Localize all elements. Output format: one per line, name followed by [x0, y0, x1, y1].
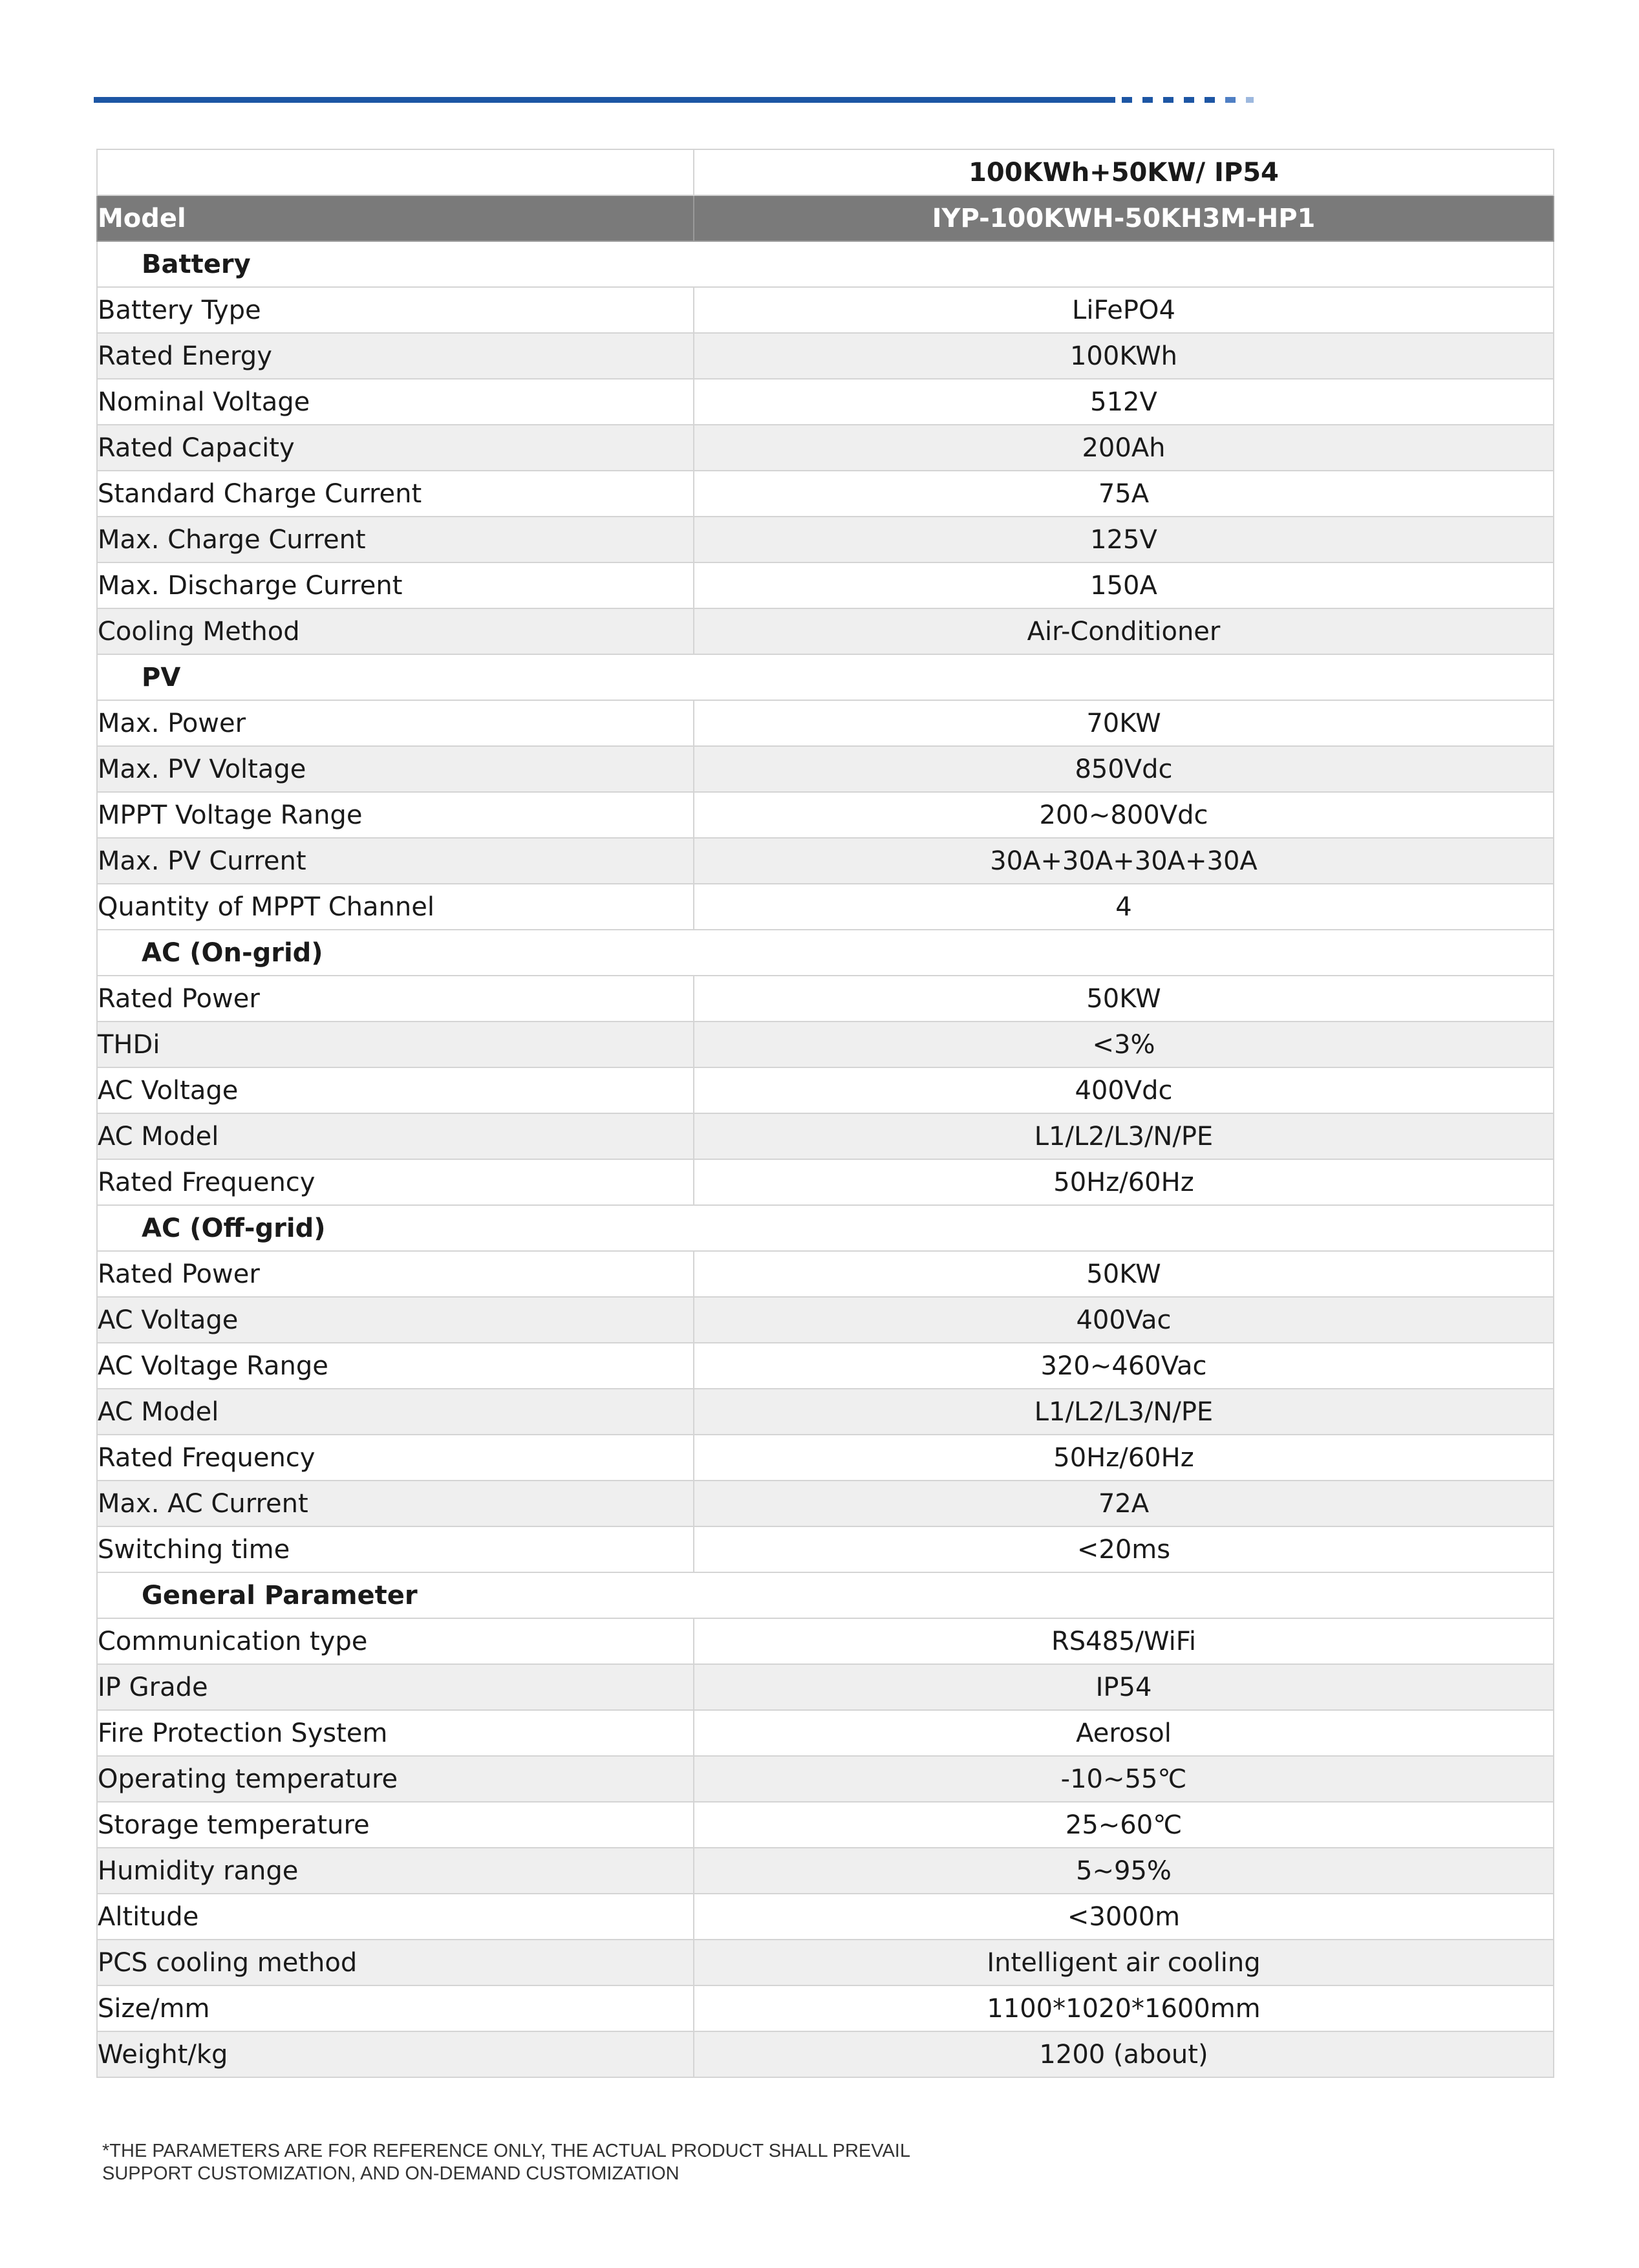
spec-value: L1/L2/L3/N/PE	[694, 1113, 1554, 1159]
spec-label: Max. Power	[97, 700, 694, 746]
spec-value: 850Vdc	[694, 746, 1554, 792]
spec-value: 25~60℃	[694, 1802, 1554, 1848]
spec-value: 320~460Vac	[694, 1343, 1554, 1389]
spec-label: Quantity of MPPT Channel	[97, 884, 694, 930]
spec-label: Max. Charge Current	[97, 517, 694, 562]
spec-value: Aerosol	[694, 1710, 1554, 1756]
spec-value: 50KW	[694, 976, 1554, 1022]
spec-row	[97, 1251, 1554, 1297]
spec-row	[97, 1894, 1554, 1940]
spec-row	[97, 1113, 1554, 1159]
spec-value: 50Hz/60Hz	[694, 1435, 1554, 1481]
spec-label: THDi	[97, 1022, 694, 1067]
spec-value: 200~800Vdc	[694, 792, 1554, 838]
spec-value: LiFePO4	[694, 287, 1554, 333]
spec-label: Rated Power	[97, 976, 694, 1022]
spec-row	[97, 1435, 1554, 1481]
spec-value: 50Hz/60Hz	[694, 1159, 1554, 1205]
spec-value: 125V	[694, 517, 1554, 562]
spec-label: Rated Energy	[97, 333, 694, 379]
spec-row	[97, 746, 1554, 792]
spec-row	[97, 838, 1554, 884]
spec-row	[97, 425, 1554, 471]
spec-row	[97, 1802, 1554, 1848]
spec-row	[97, 471, 1554, 517]
title-row-empty-cell	[97, 149, 694, 195]
spec-row	[97, 517, 1554, 562]
spec-row	[97, 1664, 1554, 1710]
spec-row	[97, 379, 1554, 425]
spec-table	[96, 149, 1554, 2078]
spec-row	[97, 1022, 1554, 1067]
header-accent-dashes	[1122, 97, 1254, 103]
spec-label: Operating temperature	[97, 1756, 694, 1802]
spec-label: AC Model	[97, 1113, 694, 1159]
spec-row	[97, 562, 1554, 608]
spec-label: AC Voltage Range	[97, 1343, 694, 1389]
spec-label: Nominal Voltage	[97, 379, 694, 425]
footnote-line-1: *THE PARAMETERS ARE FOR REFERENCE ONLY, THE ACTUAL PRODUCT SHALL PREVAIL	[102, 2141, 910, 2161]
model-label: Model	[97, 195, 694, 241]
spec-value: -10~55℃	[694, 1756, 1554, 1802]
spec-row	[97, 1526, 1554, 1572]
spec-value: 4	[694, 884, 1554, 930]
config-title: 100KWh+50KW/ IP54	[694, 149, 1554, 195]
section-header-row	[97, 654, 1554, 700]
spec-value: 1200 (about)	[694, 2031, 1554, 2077]
spec-value: 200Ah	[694, 425, 1554, 471]
spec-value: <20ms	[694, 1526, 1554, 1572]
footnote-line-2: SUPPORT CUSTOMIZATION, AND ON-DEMAND CUSTOMIZATION	[102, 2163, 680, 2184]
spec-value: 512V	[694, 379, 1554, 425]
spec-label: Switching time	[97, 1526, 694, 1572]
spec-label: IP Grade	[97, 1664, 694, 1710]
spec-value: <3000m	[694, 1894, 1554, 1940]
spec-value: IP54	[694, 1664, 1554, 1710]
spec-row	[97, 608, 1554, 654]
spec-value: L1/L2/L3/N/PE	[694, 1389, 1554, 1435]
spec-row	[97, 1985, 1554, 2031]
spec-row	[97, 1481, 1554, 1526]
spec-label: Max. Discharge Current	[97, 562, 694, 608]
header-accent-bar	[94, 97, 1115, 103]
spec-label: Rated Frequency	[97, 1159, 694, 1205]
spec-label: Cooling Method	[97, 608, 694, 654]
spec-label: AC Voltage	[97, 1067, 694, 1113]
section-title: AC (On-grid)	[97, 930, 1554, 976]
spec-value: 72A	[694, 1481, 1554, 1526]
spec-row	[97, 1389, 1554, 1435]
section-header-row	[97, 241, 1554, 287]
spec-label: PCS cooling method	[97, 1940, 694, 1985]
spec-row	[97, 792, 1554, 838]
spec-label: Communication type	[97, 1618, 694, 1664]
spec-value: Intelligent air cooling	[694, 1940, 1554, 1985]
spec-value: 400Vdc	[694, 1067, 1554, 1113]
spec-row	[97, 976, 1554, 1022]
section-header-row	[97, 1205, 1554, 1251]
spec-label: AC Model	[97, 1389, 694, 1435]
footnote	[102, 2140, 910, 2185]
section-title: PV	[97, 654, 1554, 700]
spec-row	[97, 1848, 1554, 1894]
spec-value: Air-Conditioner	[694, 608, 1554, 654]
spec-label: Max. PV Voltage	[97, 746, 694, 792]
spec-value: 75A	[694, 471, 1554, 517]
spec-row	[97, 884, 1554, 930]
spec-label: MPPT Voltage Range	[97, 792, 694, 838]
spec-label: AC Voltage	[97, 1297, 694, 1343]
spec-value: 70KW	[694, 700, 1554, 746]
spec-label: Size/mm	[97, 1985, 694, 2031]
spec-label: Max. AC Current	[97, 1481, 694, 1526]
spec-row	[97, 1067, 1554, 1113]
title-row	[97, 149, 1554, 195]
spec-value: 50KW	[694, 1251, 1554, 1297]
spec-value: <3%	[694, 1022, 1554, 1067]
section-title: General Parameter	[97, 1572, 1554, 1618]
spec-label: Battery Type	[97, 287, 694, 333]
spec-label: Rated Frequency	[97, 1435, 694, 1481]
spec-value: 150A	[694, 562, 1554, 608]
section-title: Battery	[97, 241, 1554, 287]
spec-value: 1100*1020*1600mm	[694, 1985, 1554, 2031]
model-value: IYP-100KWH-50KH3M-HP1	[694, 195, 1554, 241]
spec-value: 30A+30A+30A+30A	[694, 838, 1554, 884]
spec-label: Max. PV Current	[97, 838, 694, 884]
spec-row	[97, 333, 1554, 379]
spec-row	[97, 1618, 1554, 1664]
section-title: AC (Off-grid)	[97, 1205, 1554, 1251]
spec-table-body	[97, 149, 1554, 2077]
spec-row	[97, 1159, 1554, 1205]
spec-value: 5~95%	[694, 1848, 1554, 1894]
spec-row	[97, 1297, 1554, 1343]
spec-label: Fire Protection System	[97, 1710, 694, 1756]
spec-label: Standard Charge Current	[97, 471, 694, 517]
spec-value: 100KWh	[694, 333, 1554, 379]
model-row	[97, 195, 1554, 241]
section-header-row	[97, 1572, 1554, 1618]
section-header-row	[97, 930, 1554, 976]
spec-row	[97, 1940, 1554, 1985]
spec-value: RS485/WiFi	[694, 1618, 1554, 1664]
spec-label: Storage temperature	[97, 1802, 694, 1848]
spec-label: Weight/kg	[97, 2031, 694, 2077]
spec-row	[97, 700, 1554, 746]
spec-label: Rated Capacity	[97, 425, 694, 471]
spec-label: Altitude	[97, 1894, 694, 1940]
spec-row	[97, 1710, 1554, 1756]
spec-row	[97, 2031, 1554, 2077]
spec-row	[97, 1756, 1554, 1802]
spec-row	[97, 1343, 1554, 1389]
spec-label: Rated Power	[97, 1251, 694, 1297]
spec-label: Humidity range	[97, 1848, 694, 1894]
spec-value: 400Vac	[694, 1297, 1554, 1343]
spec-row	[97, 287, 1554, 333]
